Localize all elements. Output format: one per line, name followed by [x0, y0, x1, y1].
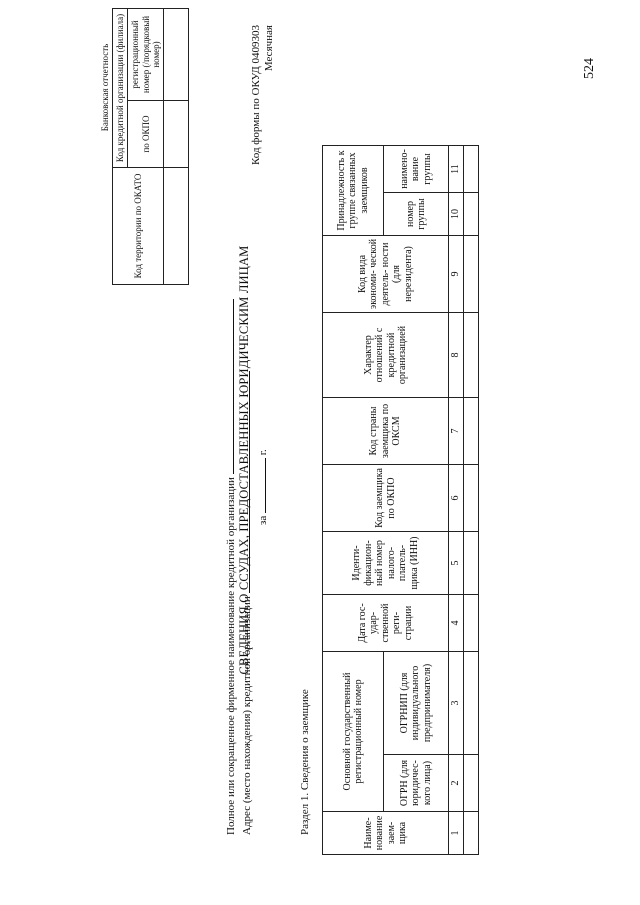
data-cell	[463, 652, 478, 755]
report-period	[254, 449, 269, 525]
column-number-row	[449, 146, 464, 855]
codes-table	[112, 8, 189, 285]
col-number: 5	[449, 532, 464, 595]
h-ogrn: ОГРН (для юридичес- кого лица)	[384, 755, 449, 812]
col-number: 7	[449, 398, 464, 465]
h-ogrnip: ОГРНИП (для индивидуального предпринимателя)	[384, 652, 449, 755]
data-cell	[463, 236, 478, 313]
h-inn: Иденти- фикацион- ный номер налого- платель- щика (ИНН)	[323, 532, 449, 595]
okato-value	[164, 168, 189, 285]
data-cell	[463, 313, 478, 398]
okpo-value	[164, 101, 189, 168]
col-number: 2	[449, 755, 464, 812]
col-number: 3	[449, 652, 464, 755]
h-activity: Код вида экономи- ческой деятель- ности (для нерезидента)	[323, 236, 449, 313]
okpo-header: по ОКПО	[128, 101, 164, 168]
col-number: 4	[449, 595, 464, 652]
period-blank	[254, 458, 266, 513]
org-name-label: Полное или сокращенное фирменное наименование кредитной организации	[225, 477, 237, 835]
col-number: 10	[449, 193, 464, 236]
h-group-num: номер группы	[384, 193, 449, 236]
col-number: 6	[449, 465, 464, 532]
col-number: 11	[449, 146, 464, 193]
h-oksm: Код страны заемщика по ОКСМ	[323, 398, 449, 465]
h-okpo: Код заемщика по ОКПО	[323, 465, 449, 532]
section-title: Раздел 1. Сведения о заемщике	[299, 689, 311, 835]
okato-header: Код территории по ОКАТО	[113, 168, 164, 285]
h-ogrn-group: Основной государственный регистрационный номер	[323, 652, 384, 812]
col-number: 1	[449, 812, 464, 855]
h-name: Наиме- нование заем- щика	[323, 812, 449, 855]
data-cell	[463, 755, 478, 812]
regnum-header: регистрационный номер (/порядковый номер)	[128, 9, 164, 101]
data-cell	[463, 398, 478, 465]
form-code: Код формы по ОКУД 0409303	[250, 25, 262, 166]
org-name-blank	[222, 299, 234, 474]
org-address-blank	[238, 371, 250, 593]
data-cell	[463, 146, 478, 193]
document-title: СВЕДЕНИЯ О ССУДАХ, ПРЕДОСТАВЛЕННЫХ ЮРИДИЧЕСКИМ ЛИЦАМ	[237, 245, 251, 675]
data-cell	[463, 532, 478, 595]
org-address-line	[238, 371, 253, 835]
page-number: 524	[582, 58, 597, 79]
org-name-line	[222, 299, 237, 835]
col-number: 9	[449, 236, 464, 313]
org-code-header: Код кредитной организации (филиала)	[113, 9, 128, 168]
h-group-name: наимено- вание группы	[384, 146, 449, 193]
borrower-table	[322, 145, 479, 855]
report-type: Банковская отчетность	[100, 43, 110, 132]
data-cell	[463, 595, 478, 652]
h-regdate: Дата гос- удар- ственной реги- страции	[323, 595, 449, 652]
h-relation: Характер отношений с кредитной организацией	[323, 313, 449, 398]
regnum-value	[164, 9, 189, 101]
h-group: Принадлежность к группе связанных заемщиков	[323, 146, 384, 236]
data-cell	[463, 465, 478, 532]
period-suffix: г.	[257, 449, 269, 456]
periodicity: Месячная	[263, 25, 275, 72]
data-cell	[463, 193, 478, 236]
data-cell	[463, 812, 478, 855]
org-address-label: Адрес (место нахождения) кредитной организации	[241, 596, 253, 835]
col-number: 8	[449, 313, 464, 398]
table-row	[463, 146, 478, 855]
period-prefix: за	[257, 515, 269, 525]
